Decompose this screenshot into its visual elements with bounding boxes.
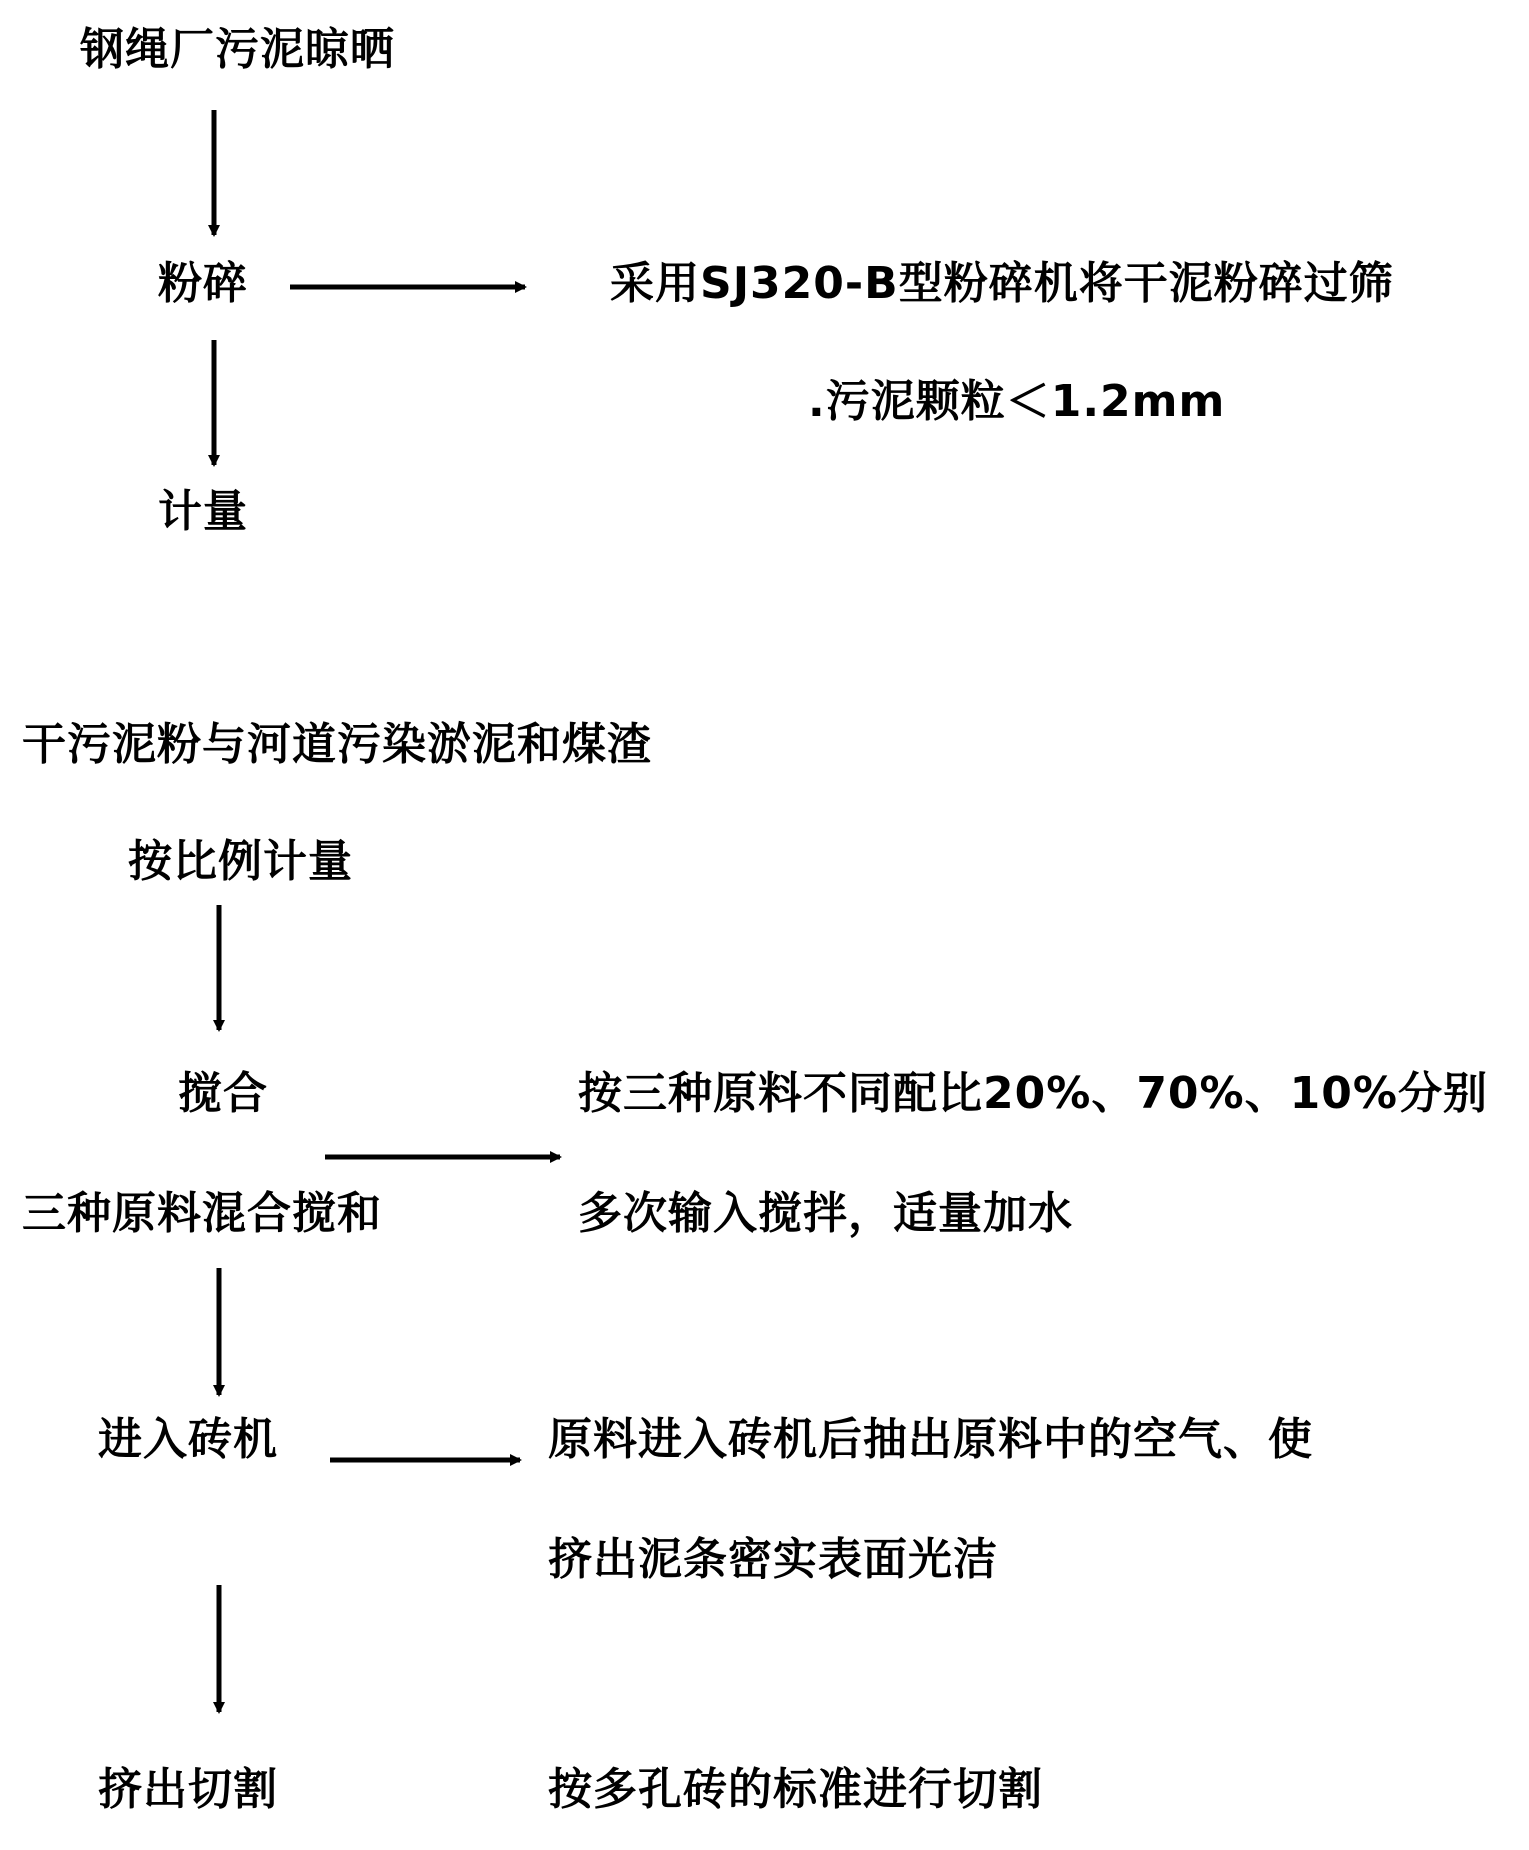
- step-extrude-cut: 挤出切割: [98, 1764, 278, 1815]
- title-raw-materials: 干污泥粉与河道污染淤泥和煤渣: [22, 719, 652, 770]
- cut-note: 按多孔砖的标准进行切割: [548, 1764, 1043, 1815]
- step-mix: 三种原料混合搅和: [22, 1188, 382, 1239]
- step-brick-machine: 进入砖机: [98, 1414, 278, 1465]
- crush-note-line1: 采用SJ320-B型粉碎机将干泥粉碎过筛: [610, 258, 1394, 309]
- step-ratio-measure: 按比例计量: [128, 836, 353, 887]
- mix-note-line1: 按三种原料不同配比20%、70%、10%分别: [578, 1068, 1488, 1119]
- machine-note-line2: 挤出泥条密实表面光洁: [548, 1534, 998, 1585]
- step-stir: 搅合: [178, 1068, 268, 1119]
- title-sludge-drying: 钢绳厂污泥晾晒: [80, 24, 395, 75]
- step-measure: 计量: [158, 486, 248, 537]
- machine-note-line1: 原料进入砖机后抽出原料中的空气、使: [548, 1414, 1313, 1465]
- step-crush: 粉碎: [158, 258, 248, 309]
- crush-note-line2: .污泥颗粒＜1.2mm: [808, 376, 1226, 427]
- mix-note-line2: 多次输入搅拌，适量加水: [578, 1188, 1073, 1239]
